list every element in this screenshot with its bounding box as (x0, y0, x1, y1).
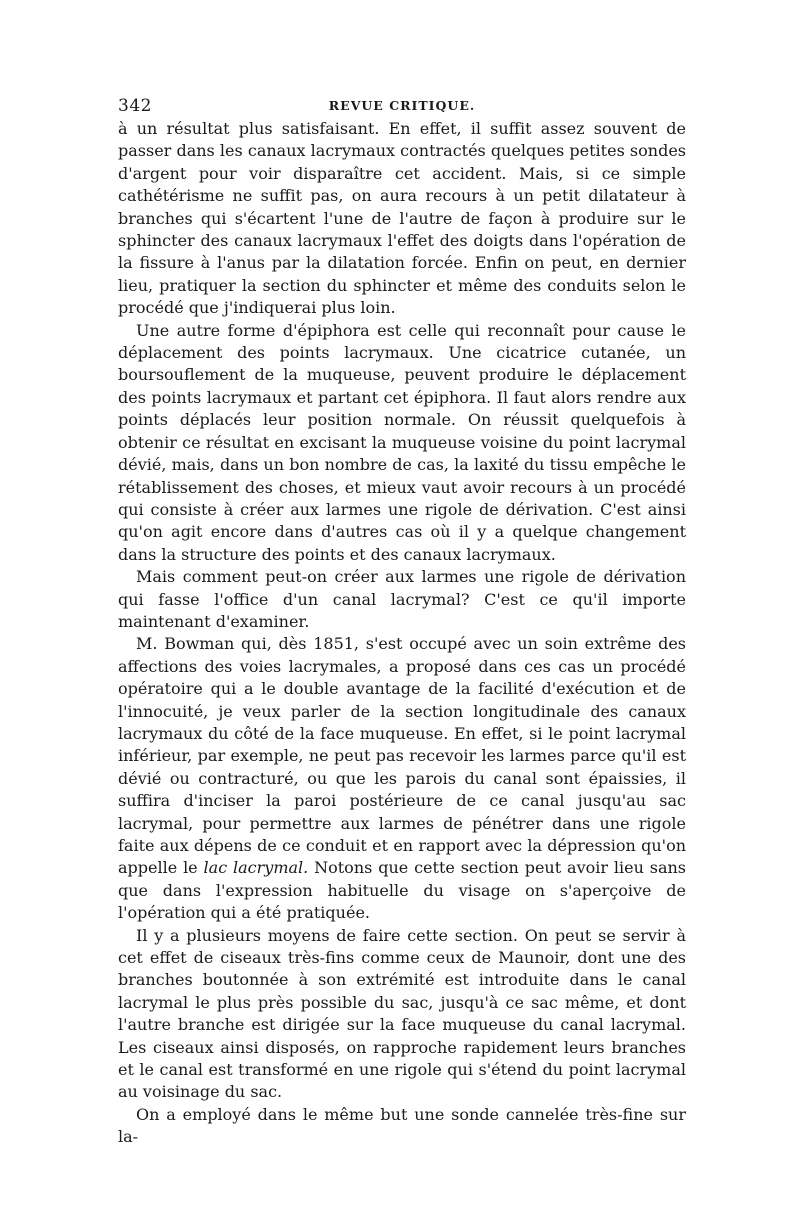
paragraph-grooved-probe: On a employé dans le même but une sonde cannelée très-fine sur la- (118, 1104, 686, 1147)
paragraph-derivation-question: Mais comment peut-on créer aux larmes une rigole de dérivation qui fasse l'office d'un canal lacrymal? C'est ce qu'il importe maintenant d'examiner. (118, 567, 686, 631)
paragraph-section-methods: Il y a plusieurs moyens de faire cette section. On peut se servir à cet effet de ciseaux très-fins comme ceux de Maunoir, dont une des branches boutonnée à son extrémité est introduite dans le canal lacrymal le plus près possible du sac, jusqu'à ce sac même, et dont l'autre branche est dirigée sur la face muqueuse du canal lacrymal. Les ciseaux ainsi disposés, on rapproche rapidement leurs branches et le canal est transformé en une rigole qui s'étend du point lacrymal au voisinage du sac. (118, 925, 686, 1102)
bowman-text-after: Notons que cette section peut avoir lieu sans que dans l'expression habituelle du visage on s'aperçoive de l'opération qui a été pratiquée. (118, 858, 687, 923)
document-page (118, 92, 686, 1149)
page-number: 342 (118, 96, 152, 116)
paragraph-continuation: à un résultat plus satisfaisant. En effet, il suffit assez souvent de passer dans les canaux lacrymaux contractés quelques petites sondes d'argent pour voir disparaître cet accident. Mais, si ce simple cathétérisme ne suffit pas, on aura recours à un petit dilatateur à branches qui s'écartent l'une de l'autre de façon à produire sur le sphincter des canaux lacrymaux l'effet des doigts dans l'opération de la fissure à l'anus par la dilatation forcée. Enfin on peut, en dernier lieu, pratiquer la section du sphincter et même des conduits selon le procédé que j'indiquerai plus loin. (118, 119, 686, 318)
bowman-text-before: M. Bowman qui, dès 1851, s'est occupé avec un soin extrême des affections des voies lacrymales, a proposé dans ces cas un procédé opératoire qui a le double avantage de la facilité d'exécution et de l'innocuité, je veux parler de la section longitudinale des canaux lacrymaux du côté de la face muqueuse. En effet, si le point lacrymal inférieur, par exemple, ne peut pas recevoir les larmes parce qu'il est dévié ou contracturé, ou que les parois du canal sont épaissies, il suffira d'inciser la paroi postérieure de ce canal jusqu'au sac lacrymal, pour permettre aux larmes de pénétrer dans une rigole faite aux dépens de ce conduit et en rapport avec la dépression qu'on appelle le (118, 634, 686, 878)
body-text (118, 118, 686, 1149)
page-header (118, 92, 686, 118)
paragraph-epiphora-displacement: Une autre forme d'épiphora est celle qui reconnaît pour cause le déplacement des points lacrymaux. Une cicatrice cutanée, un boursouflement de la muqueuse, peuvent produire le déplacement des points lacrymaux et partant cet épiphora. Il faut alors rendre aux points déplacés leur position normale. On réussit quelquefois à obtenir ce résultat en excisant la muqueuse voisine du point lacrymal dévié, mais, dans un bon nombre de cas, la laxité du tissu empêche le rétablissement des choses, et mieux vaut avoir recours à un procédé qui consiste à créer aux larmes une rigole de dérivation. C'est ainsi qu'on agit encore dans d'autres cas où il y a quelque changement dans la structure des points et des canaux lacrymaux. (118, 320, 686, 564)
running-title: REVUE CRITIQUE. (328, 98, 476, 113)
lac-lacrymal-italic: lac lacrymal. (203, 858, 309, 878)
paragraph-bowman-procedure (118, 633, 686, 924)
